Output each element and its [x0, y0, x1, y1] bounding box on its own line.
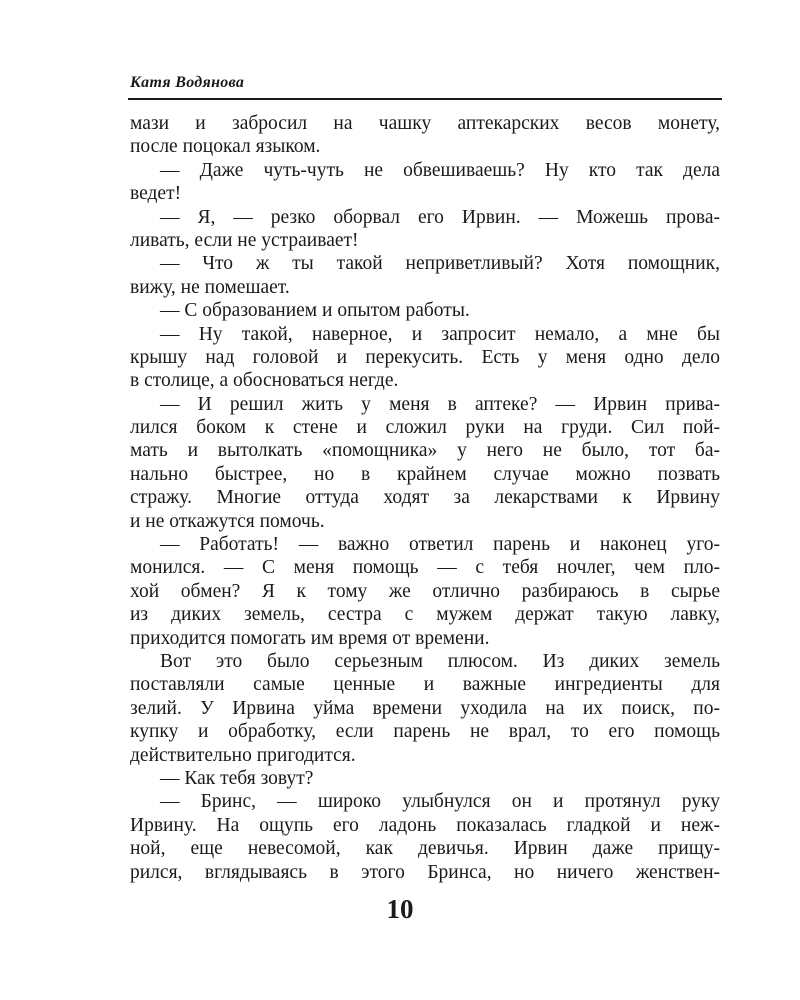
text-line: нально быстрее, но в крайнем случае можно позвать	[130, 463, 720, 485]
text-line: вижу, не помешает.	[130, 276, 290, 298]
running-head-author: Катя Водянова	[130, 74, 245, 91]
text-line: купку и обработку, если парень не врал, то его помощь	[130, 721, 720, 743]
header-rule	[128, 98, 722, 100]
text-line: поставляли самые ценные и важные ингредиенты для	[130, 674, 720, 696]
text-line: зелий. У Ирвина уйма времени уходила на их поиск, по-	[130, 697, 720, 719]
text-line: из диких земель, сестра с мужем держат такую лавку,	[130, 604, 720, 626]
text-line: рился, вглядываясь в этого Бринса, но ничего женствен-	[130, 861, 720, 883]
text-line: мази и забросил на чашку аптекарских весов монету,	[130, 113, 720, 134]
text-line: действительно пригодится.	[130, 744, 356, 766]
text-line: и не откажутся помочь.	[130, 510, 325, 532]
text-line: в столице, а обосноваться негде.	[130, 370, 399, 392]
text-line: монился. — С меня помощь — с тебя ночлег, чем пло-	[130, 557, 720, 579]
text-line: после поцокал языком.	[130, 136, 321, 158]
text-line: — Работать! — важно ответил парень и наконец уго-	[160, 534, 720, 556]
text-line: лился боком к стене и сложил руки на груди. Сил пой-	[130, 417, 720, 439]
page-number: 10	[386, 894, 414, 924]
text-line: — И решил жить у меня в аптеке? — Ирвин прива-	[160, 393, 720, 415]
text-line: ливать, если не устраивает!	[130, 229, 359, 251]
text-line: хой обмен? Я к тому же отлично разбираюсь в сырье	[130, 580, 720, 602]
text-line: — Как тебя зовут?	[160, 767, 314, 789]
text-line: крышу над головой и перекусить. Есть у меня одно дело	[130, 346, 720, 368]
text-line: приходится помогать им время от времени.	[130, 627, 490, 649]
text-line: — Что ж ты такой неприветливый? Хотя помощник,	[160, 253, 720, 275]
text-line: ведет!	[130, 183, 182, 205]
text-line: — С образованием и опытом работы.	[160, 300, 470, 322]
text-line: Вот это было серьезным плюсом. Из диких земель	[160, 650, 720, 672]
text-line: Ирвину. На ощупь его ладонь показалась гладкой и неж-	[130, 814, 720, 836]
text-line: — Бринс, — широко улыбнулся он и протянул руку	[160, 791, 720, 813]
text-line: — Даже чуть-чуть не обвешиваешь? Ну кто так дела	[160, 159, 720, 181]
text-line: ной, еще невесомой, как девичья. Ирвин даже прищу-	[130, 838, 720, 860]
body-text	[130, 112, 720, 884]
text-line: — Ну такой, наверное, и запросит немало, а мне бы	[160, 323, 720, 345]
text-line: — Я, — резко оборвал его Ирвин. — Можешь прова-	[160, 206, 720, 228]
text-line: мать и вытолкать «помощника» у него не было, тот ба-	[130, 440, 720, 462]
text-line: стражу. Многие оттуда ходят за лекарствами к Ирвину	[130, 487, 720, 509]
